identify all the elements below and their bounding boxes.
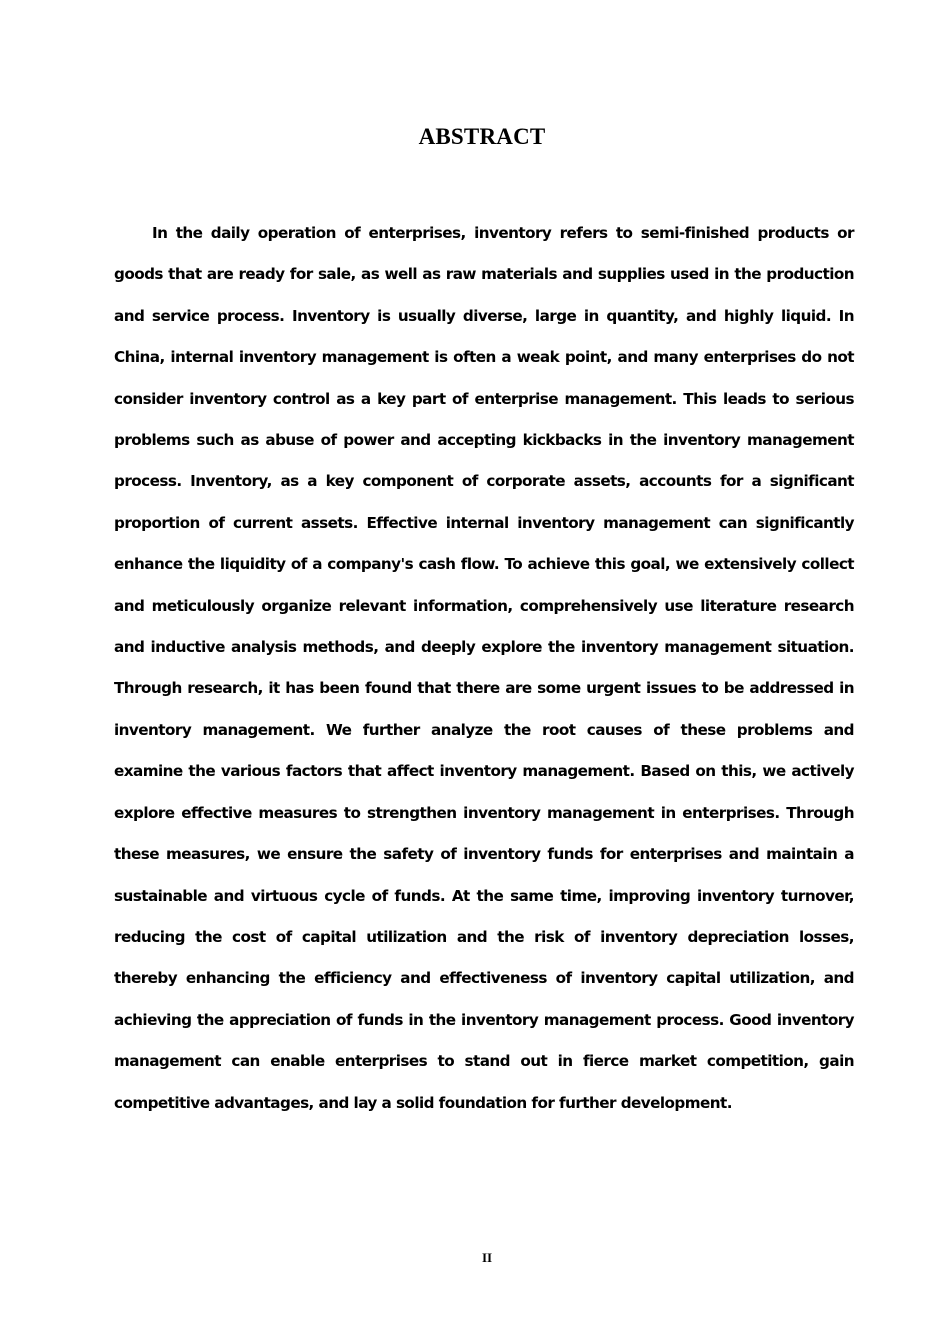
page-title: ABSTRACT <box>418 124 546 149</box>
abstract-paragraph: In the daily operation of enterprises, inventory refers to semi-finished products or goods that are ready for sale, as well as raw materials and supplies used in the production and service process. Inventory is usually diverse, large in quantity, and highly liquid. In China, internal inventory management is often a weak point, and many enterprises do not consider inventory control as a key part of enterprise management. This leads to serious problems such as abuse of power and accepting kickbacks in the inventory management process. Inventory, as a key component of corporate assets, accounts for a significant proportion of current assets. Effective internal inventory management can significantly enhance the liquidity of a company's cash flow. To achieve this goal, we extensively collect and meticulously organize relevant information, comprehensively use literature research and inductive analysis methods, and deeply explore the inventory management situation. Through research, it has been found that there are some urgent issues to be addressed in inventory management. We further analyze the root causes of these problems and examine the various factors that affect inventory management. Based on this, we actively explore effective measures to strengthen inventory management in enterprises. Through these measures, we ensure the safety of inventory funds for enterprises and maintain a sustainable and virtuous cycle of funds. At the same time, improving inventory turnover, reducing the cost of capital utilization and the risk of inventory depreciation losses, thereby enhancing the efficiency and effectiveness of inventory capital utilization, and achieving the appreciation of funds in the inventory management process. Good inventory management can enable enterprises to stand out in fierce market competition, gain competitive advantages, and lay a solid foundation for further development. <box>114 224 854 1112</box>
page-number: II <box>481 1250 493 1265</box>
